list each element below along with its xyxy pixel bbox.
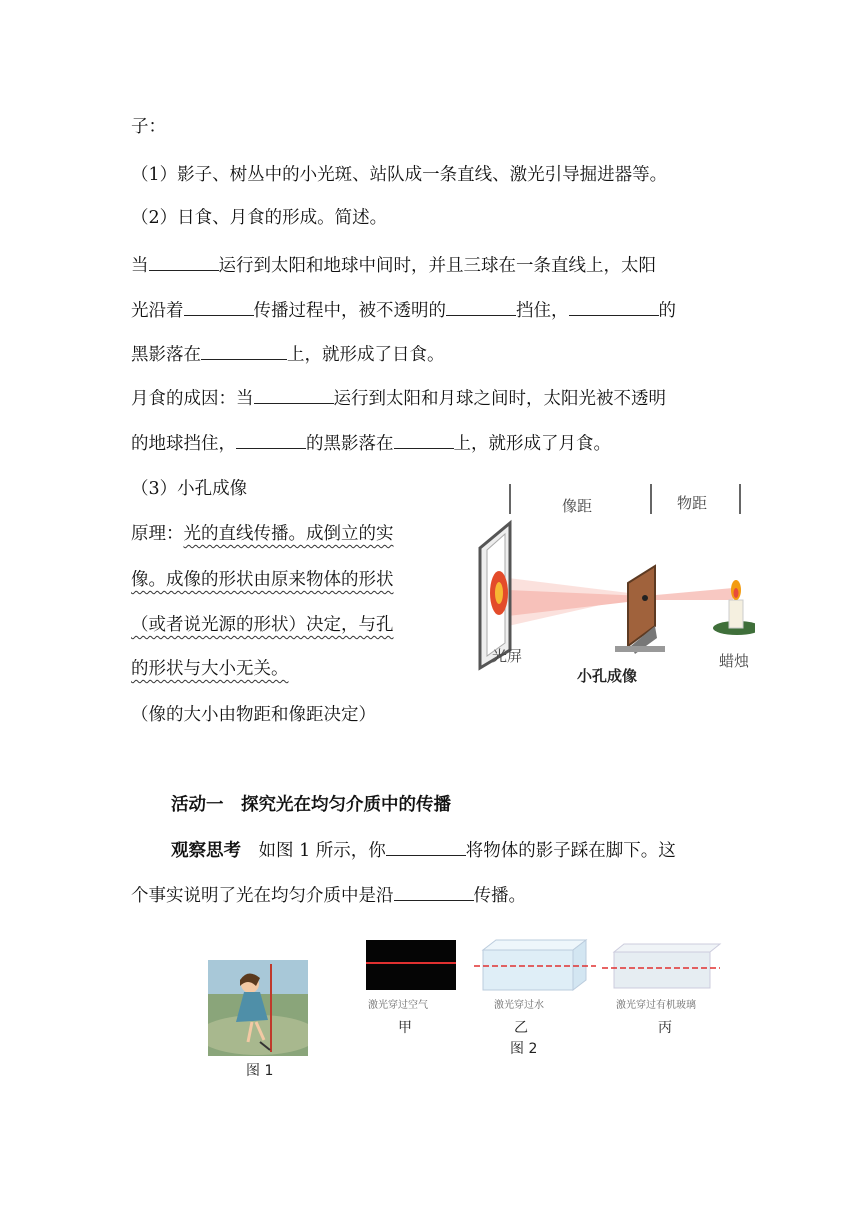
panel-caption-glass: 激光穿过有机玻璃 [616, 1000, 696, 1011]
blank-field[interactable] [201, 342, 287, 360]
figure-1-svg [208, 960, 308, 1056]
blank-field[interactable] [386, 838, 466, 856]
observe-text-4: 传播。 [473, 886, 526, 906]
figure-1-caption: 图 1 [246, 1063, 274, 1079]
solar-line-3 [131, 342, 445, 367]
solar-text-7: 黑影落在 [131, 345, 201, 365]
pinhole-heading: （3）小孔成像 [131, 479, 248, 499]
panel-label-jia: 甲 [398, 1020, 412, 1036]
solar-text-1: 当 [131, 256, 149, 276]
principle-line-4 [131, 657, 289, 681]
blank-field[interactable] [254, 386, 334, 404]
principle-line-1 [131, 522, 394, 546]
observe-line-2 [131, 883, 526, 908]
solar-line-2 [131, 298, 676, 323]
blank-field[interactable] [569, 298, 659, 316]
principle-text-1: 光的直线传播。成倒立的实 [183, 524, 394, 544]
principle-text-4: 的形状与大小无关。 [131, 659, 289, 679]
blank-field[interactable] [184, 298, 254, 316]
lunar-text-3: 的地球挡住， [131, 434, 236, 454]
figure-2 [366, 938, 726, 1018]
lunar-text-5: 上，就形成了月食。 [453, 434, 611, 454]
solar-text-5: 挡住， [516, 301, 569, 321]
principle-text-3: （或者说光源的形状）决定，与孔 [131, 615, 394, 635]
solar-text-6: 的 [658, 301, 676, 321]
item-2: （2）日食、月食的形成。简述。 [131, 208, 388, 228]
blank-field[interactable] [236, 431, 306, 449]
panel-label-bing: 丙 [658, 1020, 672, 1036]
lunar-text-1: 月食的成因：当 [131, 389, 254, 409]
solar-text-3: 光沿着 [131, 301, 184, 321]
candle-label: 蜡烛 [719, 652, 750, 670]
panel-caption-water: 激光穿过水 [494, 1000, 544, 1011]
observe-text-1: 如图 1 所示，你 [258, 841, 386, 861]
figure-1-image [208, 960, 308, 1056]
diagram-title: 小孔成像 [577, 667, 638, 685]
lunar-line-2 [131, 431, 611, 456]
figure-2-caption: 图 2 [510, 1041, 538, 1057]
solar-text-4: 传播过程中，被不透明的 [253, 301, 446, 321]
principle-text-2: 像。成像的形状由原来物体的形状 [131, 570, 394, 590]
blank-field[interactable] [149, 253, 219, 271]
lunar-text-4: 的黑影落在 [306, 434, 394, 454]
blank-field[interactable] [446, 298, 516, 316]
observe-label: 观察思考 [171, 841, 241, 861]
observe-text-3: 个事实说明了光在均匀介质中是沿 [131, 886, 394, 906]
lunar-line-1 [131, 386, 666, 411]
pinhole-note: （像的大小由物距和像距决定） [131, 705, 376, 725]
solar-text-2: 运行到太阳和地球中间时，并且三球在一条直线上，太阳 [218, 256, 656, 276]
observe-line-1 [171, 838, 676, 863]
screen-label: 光屏 [492, 647, 523, 665]
solar-line-1 [131, 253, 656, 278]
intro-text: 子： [131, 117, 166, 137]
blank-field[interactable] [394, 883, 474, 901]
intro-line [131, 115, 166, 139]
activity-title: 活动一 探究光在均匀介质中的传播 [171, 795, 451, 815]
blank-field[interactable] [394, 431, 454, 449]
panel-caption-air: 激光穿过空气 [368, 1000, 428, 1011]
pinhole-diagram [465, 478, 755, 693]
principle-line-2 [131, 568, 394, 592]
observe-text-2: 将物体的影子踩在脚下。这 [465, 841, 676, 861]
item-1: （1）影子、树丛中的小光斑、站队成一条直线、激光引导掘进器等。 [131, 165, 668, 185]
principle-line-3 [131, 613, 394, 637]
lunar-text-2: 运行到太阳和月球之间时，太阳光被不透明 [333, 389, 666, 409]
object-distance-label: 物距 [677, 494, 708, 512]
panel-label-yi: 乙 [514, 1020, 528, 1036]
solar-text-8: 上，就形成了日食。 [287, 345, 445, 365]
principle-label: 原理： [131, 524, 184, 544]
image-distance-label: 像距 [562, 497, 593, 515]
